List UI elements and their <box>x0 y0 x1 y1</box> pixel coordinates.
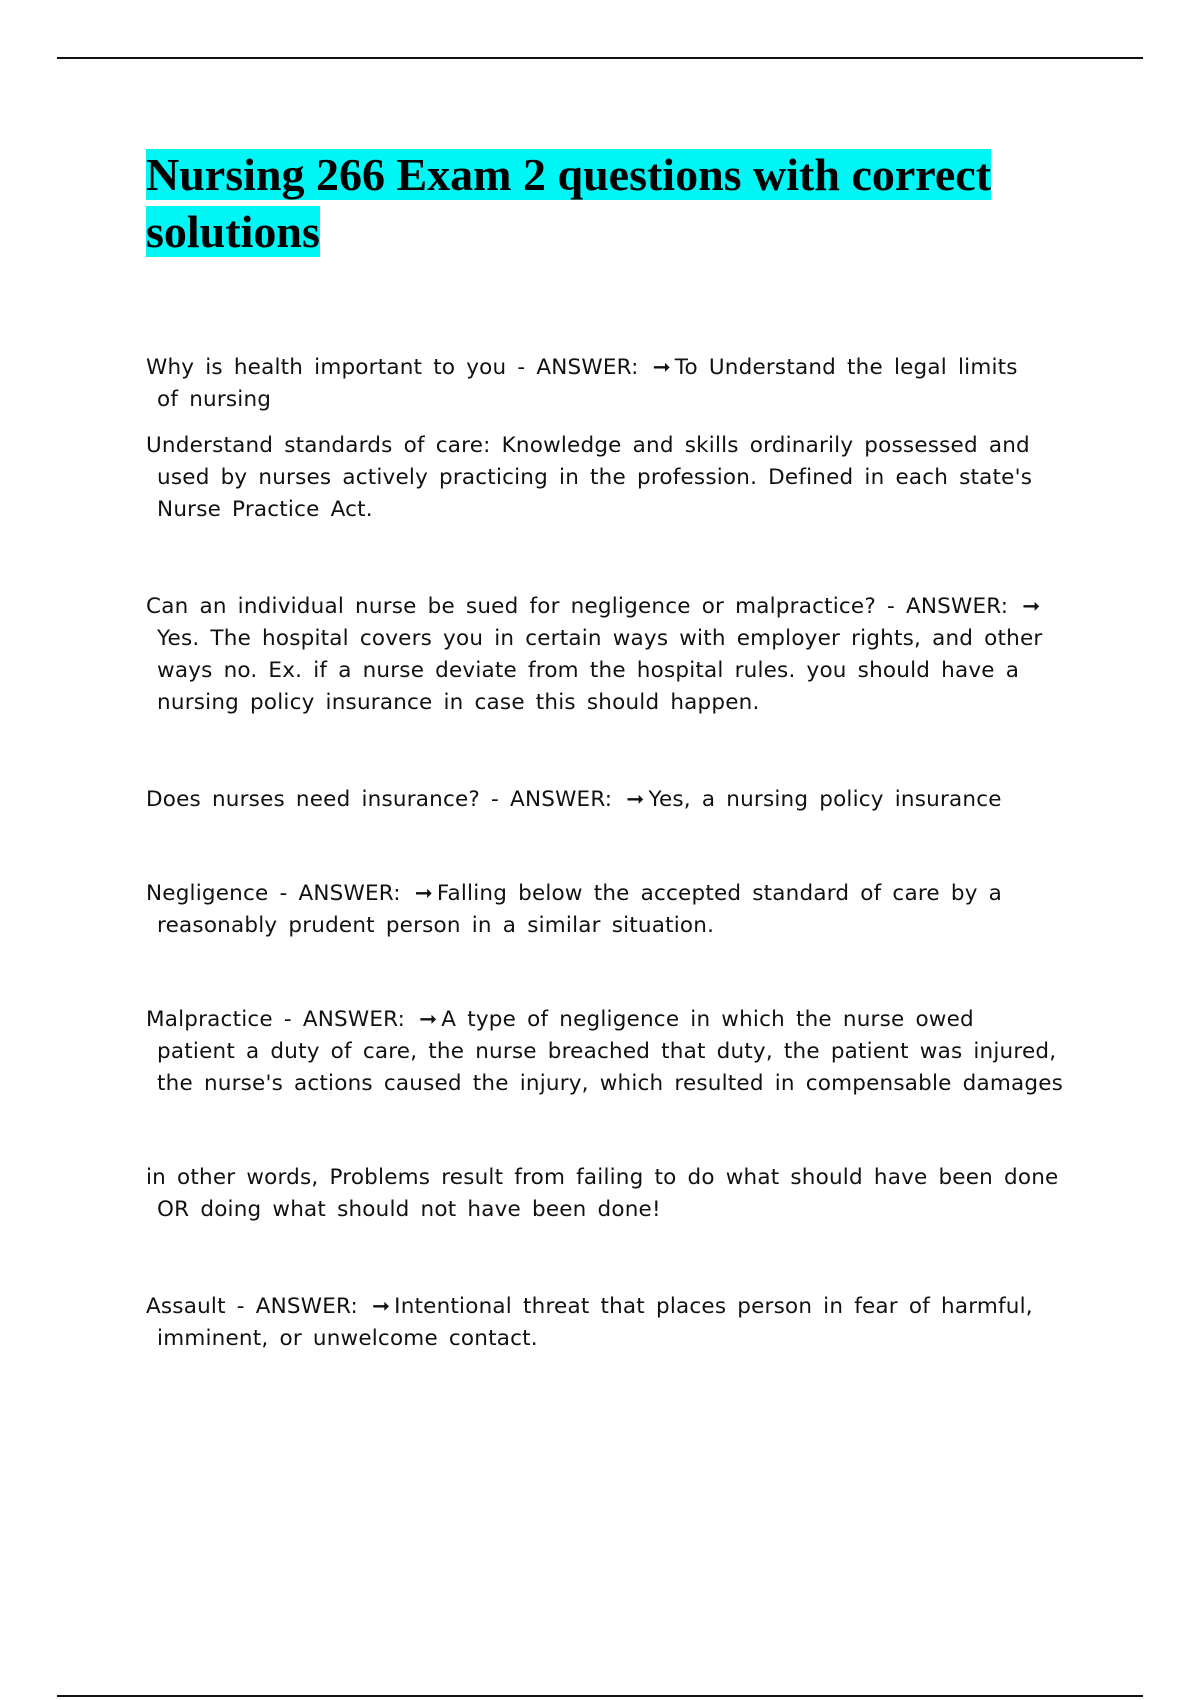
question-text: Negligence - ANSWER: <box>146 881 401 906</box>
question-text: Can an individual nurse be sued for negligence or malpractice? - ANSWER: <box>146 594 1009 619</box>
qa-list <box>146 352 1096 1355</box>
question-text: Does nurses need insurance? - ANSWER: <box>146 787 613 812</box>
answer-text: A type of negligence in which the nurse owed patient a duty of care, the nurse breached that duty, the patient was injured, the nurse's actions caused the injury, which resulted in compensable damages <box>157 1007 1064 1096</box>
note-in-other-words <box>146 1162 1096 1226</box>
answer-text: Intentional threat that places person in fear of harmful, imminent, or unwelcome contact. <box>157 1294 1033 1351</box>
title-highlight: Nursing 266 Exam 2 questions with correct solutions <box>146 149 992 257</box>
answer-text: Yes. The hospital covers you in certain ways with employer rights, and other ways no. Ex. if a nurse deviate from the hospital rules. you should have a nursing policy insurance in case this should happen. <box>157 626 1043 715</box>
arrow-icon: ➞ <box>419 1007 438 1032</box>
arrow-icon: ➞ <box>414 881 433 906</box>
question-text: Assault - ANSWER: <box>146 1294 358 1319</box>
qa-entry-3 <box>146 784 1096 816</box>
qa-entry-4 <box>146 878 1096 942</box>
qa-entry-5 <box>146 1004 1096 1100</box>
top-rule <box>57 57 1143 59</box>
arrow-icon: ➞ <box>1022 594 1041 619</box>
note-text: Understand standards of care: Knowledge and skills ordinarily possessed and used by nurses actively practicing in the profession. Defined in each state's Nurse Practice Act. <box>146 433 1033 522</box>
arrow-icon: ➞ <box>652 355 671 380</box>
note-text: in other words, Problems result from failing to do what should have been done OR doing what should not have been done! <box>146 1165 1059 1222</box>
answer-text: Falling below the accepted standard of care by a reasonably prudent person in a similar situation. <box>157 881 1003 938</box>
document-body <box>146 146 1096 1355</box>
qa-entry-6 <box>146 1291 1096 1355</box>
arrow-icon: ➞ <box>371 1294 391 1319</box>
answer-text: Yes, a nursing policy insurance <box>648 787 1002 812</box>
note-standards-of-care <box>146 430 1096 526</box>
bottom-rule <box>57 1695 1143 1697</box>
qa-entry-2 <box>146 591 1096 719</box>
question-text: Malpractice - ANSWER: <box>146 1007 406 1032</box>
answer-text: To Understand the legal limits of nursing <box>157 355 1018 412</box>
document-title <box>146 146 1096 260</box>
arrow-icon: ➞ <box>626 787 645 812</box>
qa-entry-1 <box>146 352 1096 416</box>
question-text: Why is health important to you - ANSWER: <box>146 355 639 380</box>
